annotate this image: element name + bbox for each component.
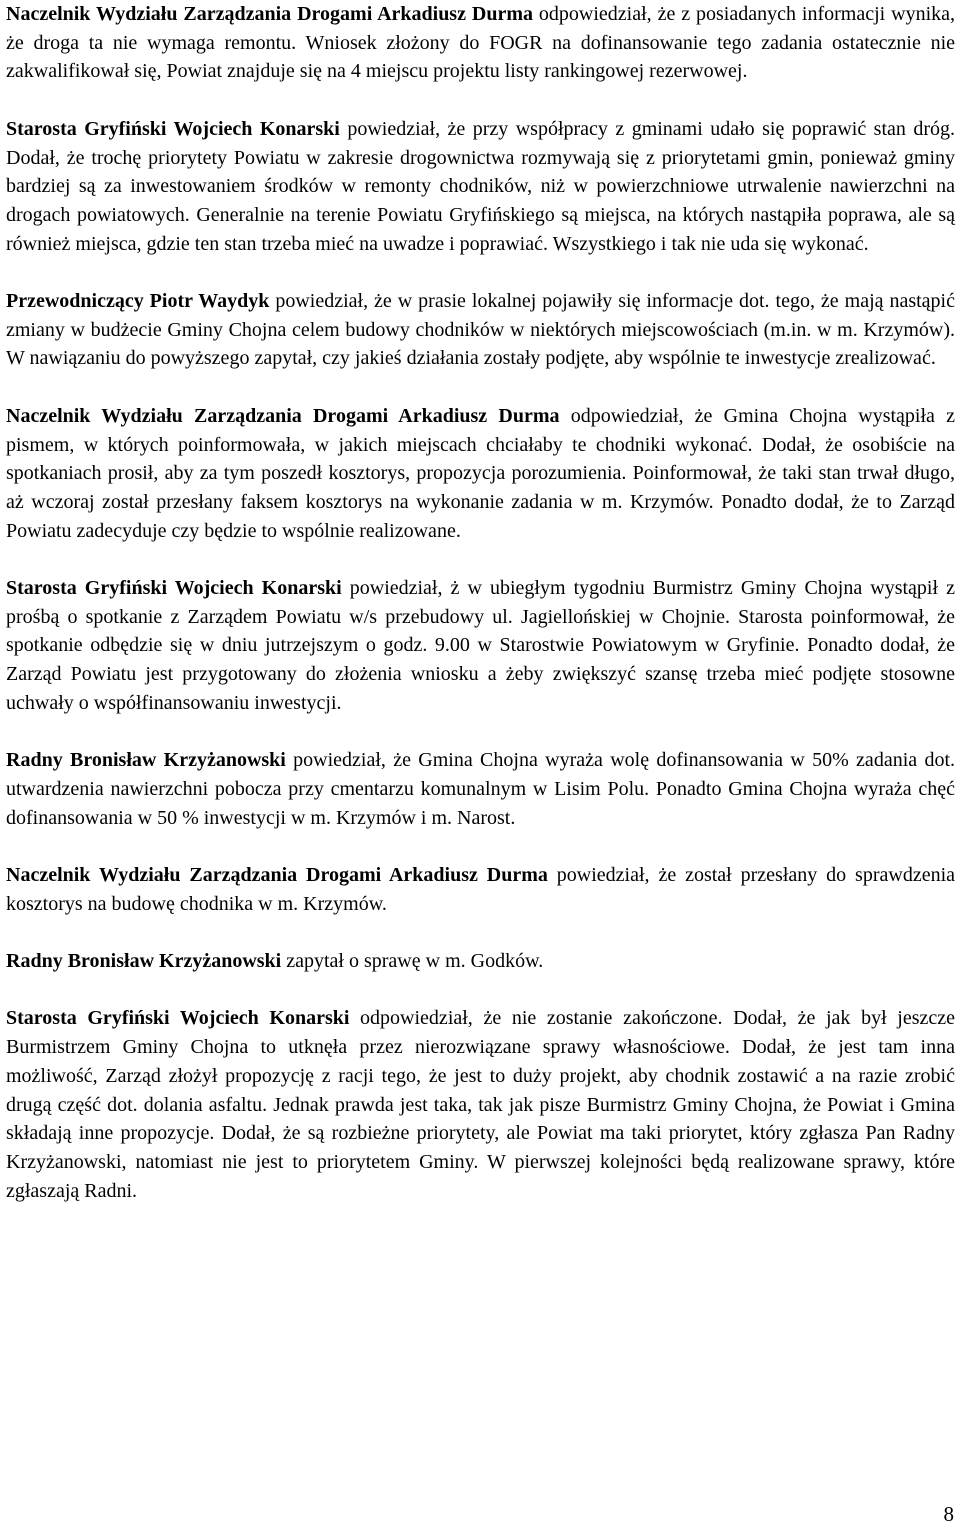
paragraph-text: powiedział, że został przesłany do sprawdzenia kosztorys na budowę chodnika w m. Krzymów. <box>6 864 956 915</box>
paragraph-2 <box>6 115 955 259</box>
paragraph-spacer <box>6 976 955 1005</box>
paragraph-text: powiedział, że przy współpracy z gminami udało się poprawić stan dróg. Dodał, że trochę priorytety Powiatu w zakresie drogownictwa rozmywają się z priorytetami gmin, ponieważ gminy bardziej są za inwestowaniem środków w remonty chodników, niż w powierzchniowe utrwalenie nawierzchni na drogach powiatowych. Generalnie na terenie Powiatu Gryfińskiego są miejsca, na których nastąpiła poprawa, ale są również miejsca, gdzie ten stan trzeba mieć na uwadze i poprawiać. Wszystkiego i tak nie uda się wykonać. <box>6 117 956 255</box>
paragraph-3 <box>6 287 955 373</box>
speaker-name: Naczelnik Wydziału Zarządzania Drogami Arkadiusz Durma <box>6 864 548 886</box>
paragraph-spacer <box>6 258 955 287</box>
speaker-name: Radny Bronisław Krzyżanowski <box>6 749 286 772</box>
speaker-name: Starosta Gryfiński Wojciech Konarski <box>6 1007 350 1030</box>
paragraph-text: zapytał o sprawę w m. Godków. <box>281 950 544 973</box>
paragraph-spacer <box>6 373 955 402</box>
page-number: 8 <box>943 1502 954 1526</box>
speaker-name: Radny Bronisław Krzyżanowski <box>6 950 282 973</box>
speaker-name: Naczelnik Wydziału Zarządzania Drogami Arkadiusz Durma <box>6 3 533 25</box>
paragraph-7 <box>6 861 955 918</box>
speaker-name: Naczelnik Wydziału Zarządzania Drogami Arkadiusz Durma <box>6 404 560 427</box>
paragraph-8 <box>6 947 955 976</box>
paragraph-spacer <box>6 86 955 115</box>
paragraph-text: powiedział, że Gmina Chojna wyraża wolę dofinansowania w 50% zadania dot. utwardzenia nawierzchni pobocza przy cmentarzu komunalnym w Lisim Polu. Ponadto Gmina Chojna wyraża chęć dofinansowania w 50 % inwestycji w m. Krzymów i m. Narost. <box>6 749 955 829</box>
speaker-name: Starosta Gryfiński Wojciech Konarski <box>6 577 342 599</box>
paragraph-9 <box>6 1004 955 1205</box>
paragraph-5 <box>6 574 955 718</box>
paragraph-spacer <box>6 918 955 947</box>
paragraph-spacer <box>6 718 955 747</box>
paragraph-spacer <box>6 832 955 861</box>
paragraph-1 <box>6 0 955 86</box>
paragraph-text: odpowiedział, że Gmina Chojna wystąpiła z pismem, w których poinformowała, w jakich miejscach chciałaby te chodniki wykonać. Dodał, że osobiście na spotkaniach prosił, aby za tym poszedł kosztorys, propozycja porozumienia. Poinformował, że taki stan trwał długo, aż wczoraj został przesłany faksem kosztorys na wykonanie zadania w m. Krzymów. Ponadto dodał, że to Zarząd Powiatu zadecyduje czy będzie to wspólnie realizowane. <box>6 404 956 542</box>
paragraph-text: powiedział, że w prasie lokalnej pojawiły się informacje dot. tego, że mają nastąpić zmiany w budżecie Gminy Chojna celem budowy chodników w niektórych miejscowościach (m.in. w m. Krzymów). W nawiązaniu do powyższego zapytał, czy jakieś działania zostały podjęte, aby wspólnie te inwestycje zrealizować. <box>6 290 955 370</box>
document-body <box>6 0 955 1205</box>
speaker-name: Przewodniczący Piotr Waydyk <box>6 290 270 312</box>
speaker-name: Starosta Gryfiński Wojciech Konarski <box>6 117 340 140</box>
paragraph-6 <box>6 746 955 832</box>
paragraph-text: odpowiedział, że nie zostanie zakończone. Dodał, że jak był jeszcze Burmistrzem Gminy Chojna to utknęła przez nierozwiązane sprawy własnościowe. Dodał, że jest tam inna możliwość, Zarząd złożył propozycję z racji tego, że jest to duży projekt, aby chodnik zostawić a na razie zrobić drugą część dot. dolania asfaltu. Jednak prawda jest taka, tak jak pisze Burmistrz Gminy Chojna, że Powiat i Gmina składają inne propozycje. Dodał, że są rozbieżne priorytety, ale Powiat ma taki priorytet, który zgłasza Pan Radny Krzyżanowski, natomiast nie jest to priorytetem Gminy. W pierwszej kolejności będą realizowane sprawy, które zgłaszają Radni. <box>6 1007 955 1202</box>
paragraph-spacer <box>6 545 955 574</box>
paragraph-text: powiedział, ż w ubiegłym tygodniu Burmistrz Gminy Chojna wystąpił z prośbą o spotkanie z Zarządem Powiatu w/s przebudowy ul. Jagiellońskiej w Chojnie. Starosta poinformował, że spotkanie odbędzie się w dniu jutrzejszym o godz. 9.00 w Starostwie Powiatowym w Gryfinie. Ponadto dodał, że Zarząd Powiatu jest przygotowany do złożenia wniosku a żeby zwiększyć szansę trzeba mieć podjęte stosowne uchwały o współfinansowaniu inwestycji. <box>6 577 955 714</box>
paragraph-4 <box>6 402 955 546</box>
paragraph-text: odpowiedział, że z posiadanych informacji wynika, że droga ta nie wymaga remontu. Wniosek złożony do FOGR na dofinansowanie tego zadania ostatecznie nie zakwalifikował się, Powiat znajduje się na 4 miejscu projektu listy rankingowej rezerwowej. <box>6 3 956 83</box>
